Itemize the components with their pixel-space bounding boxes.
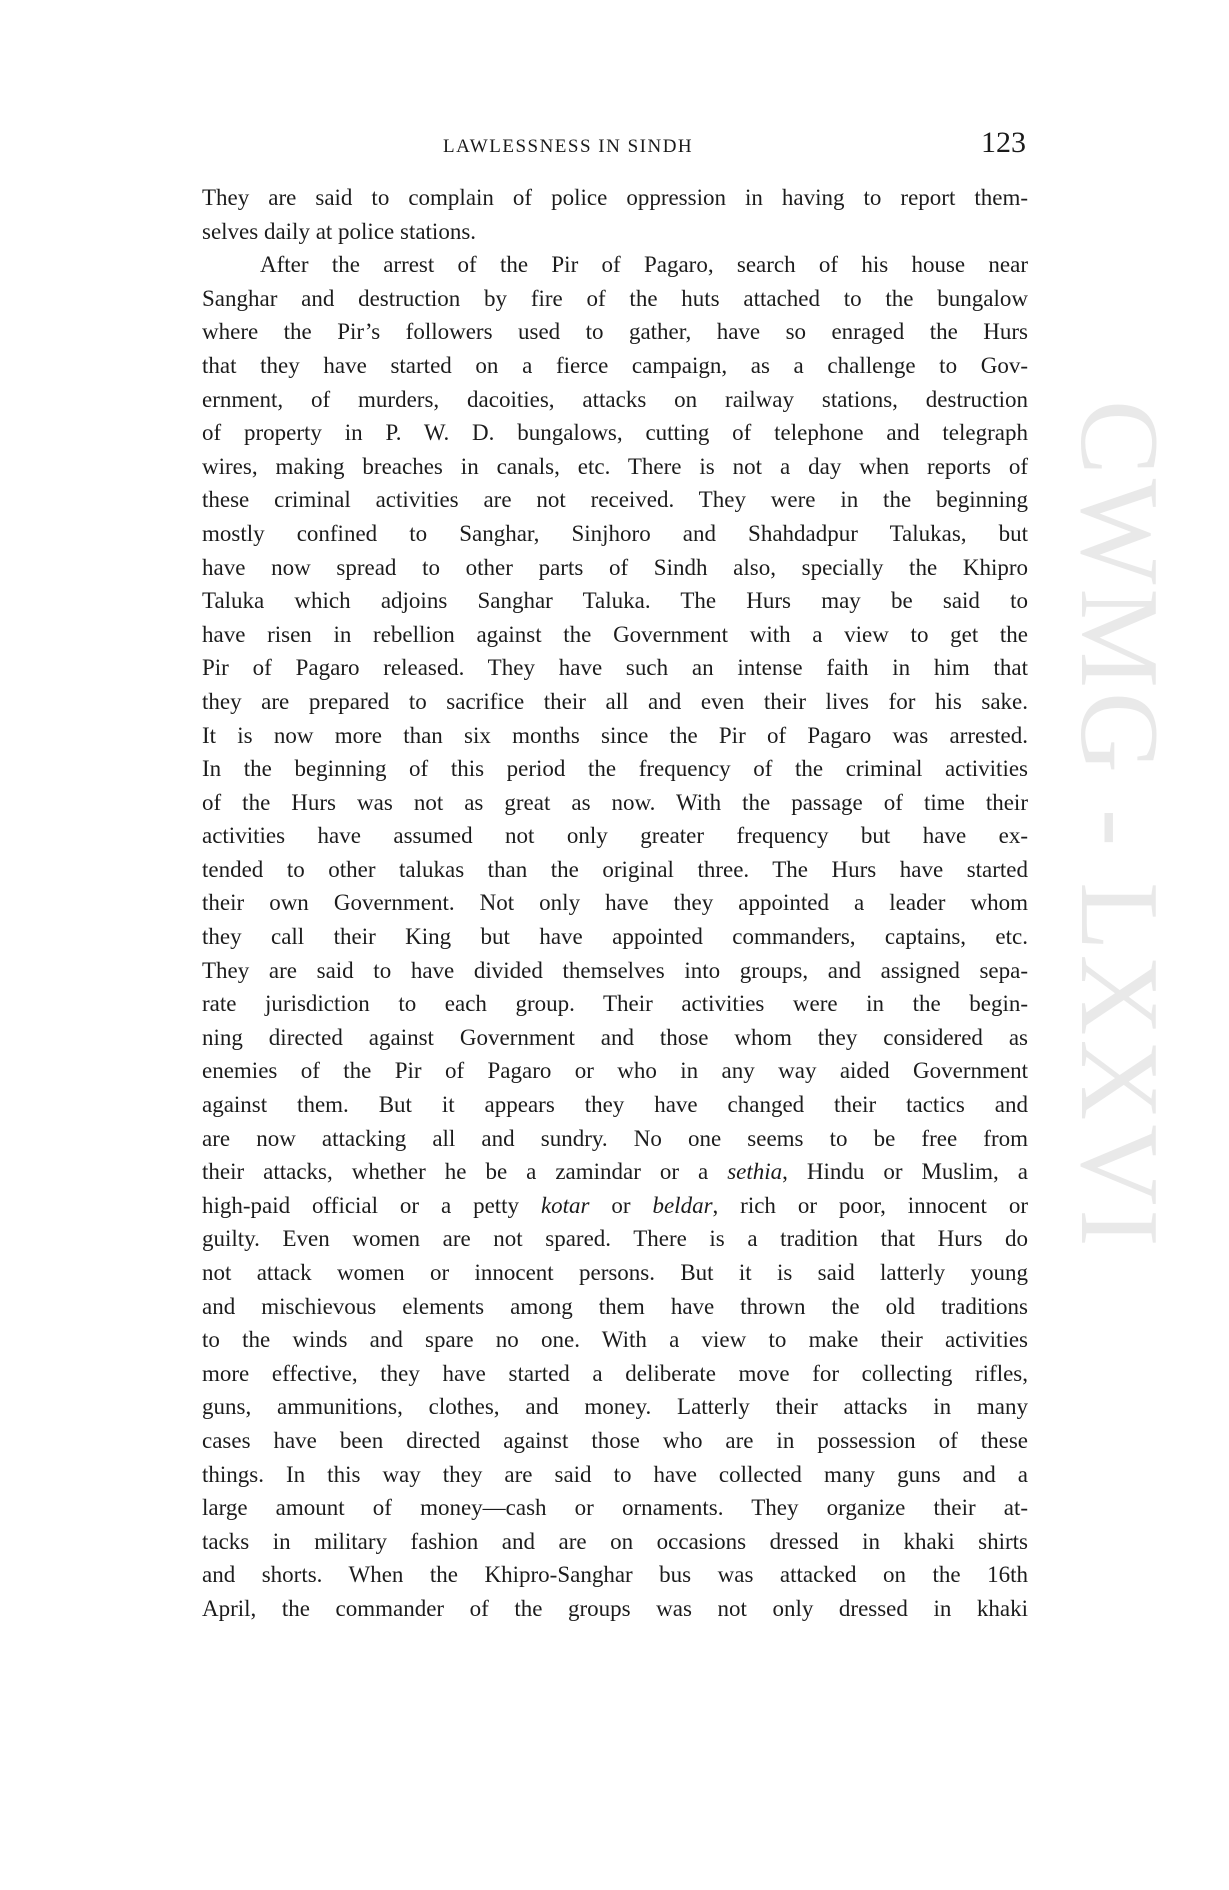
text-line: April, the commander of the groups was not only dressed in khaki: [202, 1595, 1028, 1621]
text-line: ernment, of murders, dacoities, attacks on railway stations, destruction: [202, 386, 1028, 412]
text-line: rate jurisdiction to each group. Their activities were in the begin-: [202, 991, 1028, 1017]
text-line: have risen in rebellion against the Government with a view to get the: [202, 621, 1028, 647]
page-number: 123: [981, 126, 1026, 159]
text-line: their own Government. Not only have they appointed a leader whom: [202, 890, 1028, 916]
text-line: mostly confined to Sanghar, Sinjhoro and Shahdadpur Talukas, but: [202, 520, 1028, 546]
text-line: cases have been directed against those who are in possession of these: [202, 1427, 1028, 1453]
text-line: more effective, they have started a deliberate move for collecting rifles,: [202, 1360, 1028, 1386]
italic-term: kotar: [540, 1192, 590, 1218]
italic-term: sethia: [727, 1159, 783, 1185]
text-line: activities have assumed not only greater frequency but have ex-: [202, 823, 1028, 849]
text-line: are now attacking all and sundry. No one seems to be free from: [202, 1125, 1028, 1151]
text-line: and shorts. When the Khipro-Sanghar bus was attacked on the 16th: [202, 1562, 1028, 1588]
text-line: wires, making breaches in canals, etc. There is not a day when reports of: [202, 453, 1028, 479]
text-line: guilty. Even women are not spared. There is a tradition that Hurs do: [202, 1226, 1028, 1252]
body-text: [202, 181, 1028, 1626]
text-line: guns, ammunitions, clothes, and money. Latterly their attacks in many: [202, 1394, 1028, 1420]
text-line: to the winds and spare no one. With a view to make their activities: [202, 1327, 1028, 1353]
text-line: enemies of the Pir of Pagaro or who in any way aided Government: [202, 1058, 1028, 1084]
text-line: their attacks, whether he be a zamindar or a sethia, Hindu or Muslim, a: [202, 1159, 1028, 1185]
text-line: where the Pir’s followers used to gather, have so enraged the Hurs: [202, 319, 1028, 345]
text-line: Taluka which adjoins Sanghar Taluka. The Hurs may be said to: [202, 588, 1028, 614]
text-line: against them. But it appears they have changed their tactics and: [202, 1092, 1028, 1118]
italic-term: beldar: [652, 1192, 713, 1218]
text-line: and mischievous elements among them have thrown the old traditions: [202, 1293, 1028, 1319]
text-line: that they have started on a fierce campaign, as a challenge to Gov-: [202, 352, 1028, 378]
text-line: high-paid official or a petty kotar or beldar, rich or poor, innocent or: [202, 1192, 1028, 1218]
running-head: LAWLESSNESS IN SINDH: [443, 136, 694, 157]
text-line: not attack women or innocent persons. But it is said latterly young: [202, 1260, 1028, 1285]
watermark: CWMG - LXXVI: [1057, 400, 1181, 1251]
text-line: Sanghar and destruction by fire of the huts attached to the bungalow: [202, 285, 1028, 311]
text-line: ning directed against Government and those whom they considered as: [202, 1024, 1028, 1050]
text-line: things. In this way they are said to have collected many guns and a: [202, 1461, 1028, 1487]
text-line: After the arrest of the Pir of Pagaro, search of his house near: [260, 252, 1028, 278]
text-line: large amount of money—cash or ornaments. They organize their at-: [202, 1495, 1028, 1521]
text-line: Pir of Pagaro released. They have such an intense faith in him that: [202, 655, 1028, 681]
text-line: They are said to complain of police oppression in having to report them-: [202, 185, 1028, 210]
text-line: they are prepared to sacrifice their all and even their lives for his sake.: [202, 688, 1028, 714]
text-line: of the Hurs was not as great as now. With the passage of time their: [202, 789, 1028, 815]
text-line: It is now more than six months since the Pir of Pagaro was arrested.: [202, 722, 1028, 748]
text-line: tended to other talukas than the original three. The Hurs have started: [202, 856, 1028, 882]
text-line: tacks in military fashion and are on occasions dressed in khaki shirts: [202, 1528, 1028, 1554]
text-line: of property in P. W. D. bungalows, cutting of telephone and telegraph: [202, 420, 1028, 446]
text-line: In the beginning of this period the frequency of the criminal activities: [202, 756, 1028, 782]
text-line: have now spread to other parts of Sindh also, specially the Khipro: [202, 554, 1028, 580]
text-line: these criminal activities are not received. They were in the beginning: [202, 487, 1028, 513]
text-line: They are said to have divided themselves into groups, and assigned sepa-: [202, 957, 1028, 983]
text-line: selves daily at police stations.: [202, 218, 477, 244]
text-line: they call their King but have appointed commanders, captains, etc.: [202, 924, 1028, 950]
